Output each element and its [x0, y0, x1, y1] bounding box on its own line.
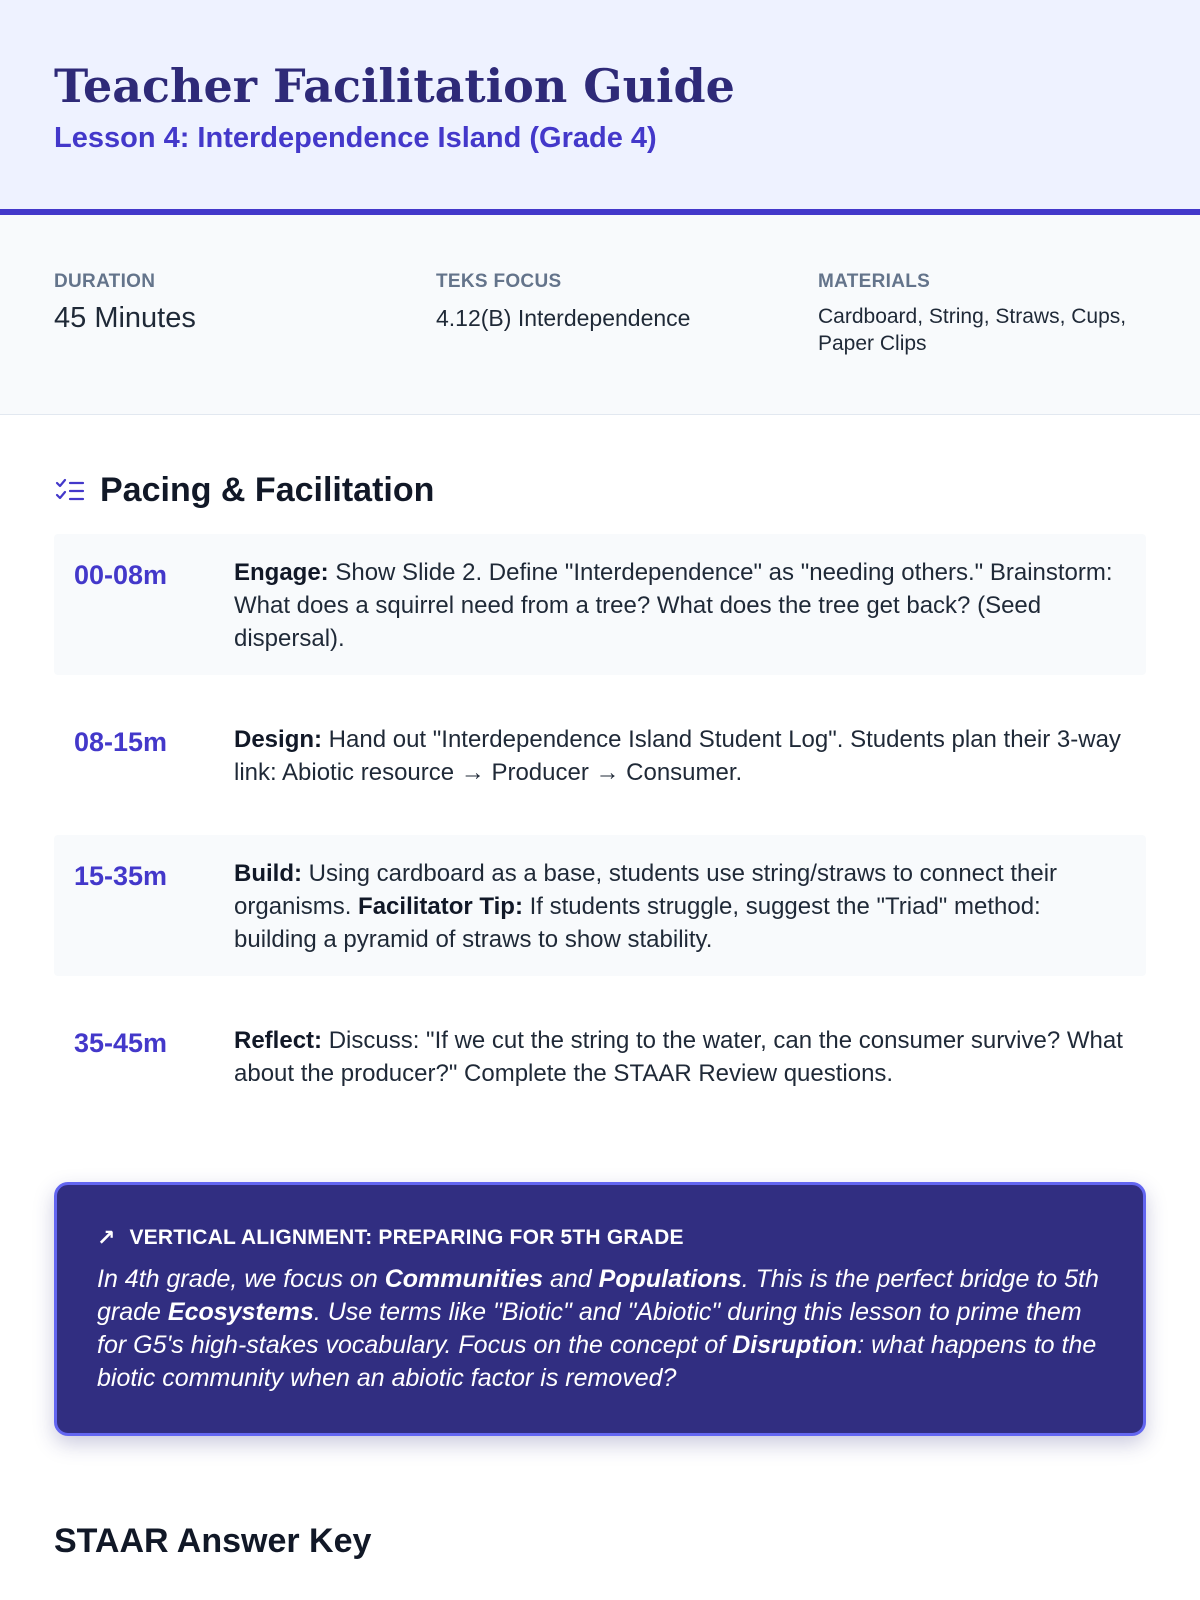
materials-label: MATERIALS: [818, 271, 931, 292]
meta-materials: [818, 271, 1146, 414]
pacing-section: [0, 471, 1200, 1110]
materials-value: Cardboard, String, Straws, Cups, Paper Clips: [818, 305, 1127, 355]
pacing-row-design: [54, 701, 1146, 809]
pacing-row-engage: [54, 534, 1146, 675]
meta-teks: [436, 271, 818, 414]
pacing-text: Show Slide 2. Define "Interdependence" as "needing others." Brainstorm: What does a squirrel need from a tree? What does the tree get back? (Seed dispersal).: [234, 559, 1113, 652]
callout-emphasis: Populations: [598, 1265, 742, 1293]
pacing-lead: Build:: [234, 860, 302, 887]
pacing-lead: Design:: [234, 726, 323, 753]
pacing-time: 00-08m: [74, 560, 168, 590]
teks-label: TEKS FOCUS: [436, 271, 562, 292]
pacing-lead: Engage:: [234, 559, 329, 586]
pacing-description: [234, 1024, 1126, 1090]
meta-duration: [54, 271, 436, 414]
callout-emphasis: Ecosystems: [167, 1298, 314, 1326]
callout-text: and: [543, 1265, 599, 1293]
pacing-row-build: [54, 835, 1146, 976]
callout-emphasis: Disruption: [732, 1331, 858, 1359]
callout-text: . Use terms like "Biotic" and "Abiotic" during this lesson to prime them for G5's high-stakes vocabulary. Focus on the concept of: [97, 1298, 1082, 1359]
pacing-row-reflect: [54, 1002, 1146, 1110]
pacing-description: [234, 556, 1126, 655]
duration-label: DURATION: [54, 271, 156, 292]
callout-emphasis: Communities: [384, 1265, 544, 1293]
page-title: Teacher Facilitation Guide: [54, 59, 735, 113]
pacing-text: Using cardboard as a base, students use string/straws to connect their organisms.: [234, 860, 1058, 920]
lesson-meta: [0, 215, 1200, 415]
pacing-description: [234, 857, 1126, 956]
pacing-description: [234, 723, 1126, 789]
answer-key-title: STAAR Answer Key: [54, 1522, 372, 1560]
lesson-subtitle: Lesson 4: Interdependence Island (Grade 4): [54, 122, 657, 154]
pacing-time: 35-45m: [74, 1028, 168, 1058]
vertical-alignment-callout: [54, 1182, 1146, 1436]
callout-heading: VERTICAL ALIGNMENT: PREPARING FOR 5TH GRADE: [129, 1226, 684, 1249]
callout-text: In 4th grade, we focus on: [97, 1265, 385, 1293]
facilitator-tip-text: If students struggle, suggest the "Triad" method: building a pyramid of straws to show stability.: [234, 893, 1041, 953]
pacing-time: 15-35m: [74, 861, 168, 891]
callout-text: : what happens to the biotic community when an abiotic factor is removed?: [97, 1331, 1097, 1392]
pacing-time: 08-15m: [74, 727, 168, 757]
callout-body: [97, 1263, 1103, 1395]
pacing-text: Discuss: "If we cut the string to the water, can the consumer survive? What about the producer?" Complete the STAAR Review questions.: [234, 1027, 1123, 1087]
pacing-heading: [54, 471, 1146, 510]
teks-value: 4.12(B) Interdependence: [436, 305, 691, 331]
callout-text: . This is the perfect bridge to 5th grade: [97, 1265, 1099, 1326]
pacing-title: Pacing & Facilitation: [100, 471, 435, 509]
page-header: [0, 0, 1200, 215]
callout-header: [97, 1225, 1103, 1251]
checklist-icon: [54, 476, 86, 506]
duration-value: 45 Minutes: [54, 302, 196, 334]
pacing-lead: Reflect:: [234, 1027, 323, 1054]
pacing-text: Hand out "Interdependence Island Student Log". Students plan their 3-way link: Abiotic resource → Producer → Consumer.: [234, 726, 1121, 786]
facilitator-tip-label: Facilitator Tip:: [358, 893, 523, 920]
arrow-up-right-icon: ↗: [97, 1225, 116, 1250]
